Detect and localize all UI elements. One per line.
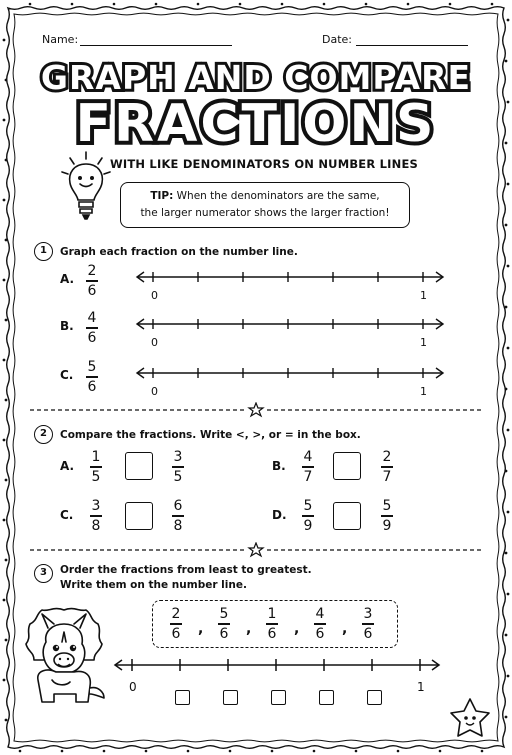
- fraction: [86, 310, 98, 346]
- denominator: 6: [87, 282, 97, 299]
- star-icon: [249, 403, 263, 416]
- denominator: 6: [219, 625, 229, 642]
- order-answer-box-2[interactable]: [223, 690, 238, 705]
- date-label: Date:: [322, 33, 352, 46]
- section-divider-1: [30, 402, 482, 418]
- denominator: 6: [315, 625, 325, 642]
- order-fraction-3: [266, 606, 278, 642]
- denominator: 6: [87, 378, 97, 395]
- numerator: 4: [303, 449, 313, 465]
- tip-line-1: When the denominators are the same,: [176, 190, 380, 202]
- numerator: 1: [91, 449, 101, 465]
- fraction-right: [172, 498, 184, 534]
- denominator: 6: [87, 329, 97, 346]
- compare-answer-box[interactable]: [125, 452, 153, 480]
- section-3-instruction: [60, 563, 312, 593]
- fraction-left: [302, 449, 314, 485]
- numerator: 6: [173, 498, 183, 514]
- item-letter: A.: [60, 272, 75, 286]
- fraction-right: [381, 449, 393, 485]
- fraction-left: [302, 498, 314, 534]
- order-answer-box-5[interactable]: [367, 690, 382, 705]
- numerator: 3: [173, 449, 183, 465]
- order-answer-box-4[interactable]: [319, 690, 334, 705]
- instruction-line-2: Write them on the number line.: [60, 579, 247, 591]
- fraction: [86, 263, 98, 299]
- denominator: 7: [303, 468, 313, 485]
- numerator: 2: [87, 263, 97, 279]
- name-field-line[interactable]: [80, 45, 232, 46]
- tick-label-end: 1: [420, 289, 427, 302]
- item-letter: D.: [272, 508, 287, 522]
- section-1-badge: 1: [34, 242, 53, 261]
- tick-label-start: 0: [151, 289, 158, 302]
- number-line-b[interactable]: [135, 315, 445, 335]
- numerator: 3: [91, 498, 101, 514]
- numerator: 5: [382, 498, 392, 514]
- denominator: 9: [382, 517, 392, 534]
- section-3-badge: 3: [34, 564, 53, 583]
- denominator: 8: [91, 517, 101, 534]
- tick-label-end: 1: [420, 336, 427, 349]
- numerator: 4: [315, 606, 325, 622]
- item-letter: B.: [272, 459, 286, 473]
- order-fraction-4: [314, 606, 326, 642]
- item-letter: B.: [60, 319, 74, 333]
- tick-label-end: 1: [420, 385, 427, 398]
- tick-label-start: 0: [151, 385, 158, 398]
- numerator: 4: [87, 310, 97, 326]
- separator: ,: [294, 621, 300, 637]
- smiling-star-illustration: [447, 696, 493, 740]
- numerator: 2: [171, 606, 181, 622]
- numerator: 5: [87, 359, 97, 375]
- section-2-badge: 2: [34, 425, 53, 444]
- item-letter: C.: [60, 508, 74, 522]
- section-1-instruction: Graph each fraction on the number line.: [60, 246, 298, 258]
- order-answer-box-3[interactable]: [271, 690, 286, 705]
- section-2-instruction: Compare the fractions. Write <, >, or = in the box.: [60, 429, 361, 441]
- denominator: 5: [91, 468, 101, 485]
- item-letter: C.: [60, 368, 74, 382]
- denominator: 8: [173, 517, 183, 534]
- title-line-1: GRAPH AND COMPARE: [40, 58, 472, 97]
- order-fraction-5: [362, 606, 374, 642]
- fraction-right: [381, 498, 393, 534]
- denominator: 6: [171, 625, 181, 642]
- numerator: 2: [382, 449, 392, 465]
- denominator: 6: [267, 625, 277, 642]
- item-letter: A.: [60, 459, 75, 473]
- tip-box: [120, 182, 410, 228]
- numerator: 3: [363, 606, 373, 622]
- separator: ,: [342, 621, 348, 637]
- number-line-c[interactable]: [135, 364, 445, 384]
- numerator: 5: [219, 606, 229, 622]
- order-fraction-1: [170, 606, 182, 642]
- tick-label-end: 1: [417, 680, 425, 694]
- fraction-right: [172, 449, 184, 485]
- name-label: Name:: [42, 33, 79, 46]
- fraction-left: [90, 449, 102, 485]
- tip-label: TIP:: [150, 190, 174, 202]
- separator: ,: [198, 621, 204, 637]
- compare-answer-box[interactable]: [333, 502, 361, 530]
- denominator: 5: [173, 468, 183, 485]
- fraction-left: [90, 498, 102, 534]
- separator: ,: [246, 621, 252, 637]
- denominator: 6: [363, 625, 373, 642]
- triceratops-illustration: [18, 602, 110, 710]
- star-icon: [249, 543, 263, 556]
- subtitle: WITH LIKE DENOMINATORS ON NUMBER LINES: [110, 157, 418, 171]
- instruction-line-1: Order the fractions from least to greatest.: [60, 564, 312, 576]
- denominator: 9: [303, 517, 313, 534]
- order-fraction-2: [218, 606, 230, 642]
- tick-label-start: 0: [151, 336, 158, 349]
- date-field-line[interactable]: [356, 45, 468, 46]
- denominator: 7: [382, 468, 392, 485]
- compare-answer-box[interactable]: [333, 452, 361, 480]
- tick-label-start: 0: [129, 680, 137, 694]
- numerator: 1: [267, 606, 277, 622]
- section-divider-2: [30, 542, 482, 558]
- fraction: [86, 359, 98, 395]
- number-line-a[interactable]: [135, 268, 445, 288]
- title-line-2: FRACTIONS: [75, 94, 437, 154]
- compare-answer-box[interactable]: [125, 502, 153, 530]
- order-answer-box-1[interactable]: [175, 690, 190, 705]
- numerator: 5: [303, 498, 313, 514]
- tip-line-2: the larger numerator shows the larger fraction!: [140, 207, 390, 219]
- order-number-line[interactable]: [112, 654, 442, 678]
- lightbulb-icon: [58, 150, 114, 224]
